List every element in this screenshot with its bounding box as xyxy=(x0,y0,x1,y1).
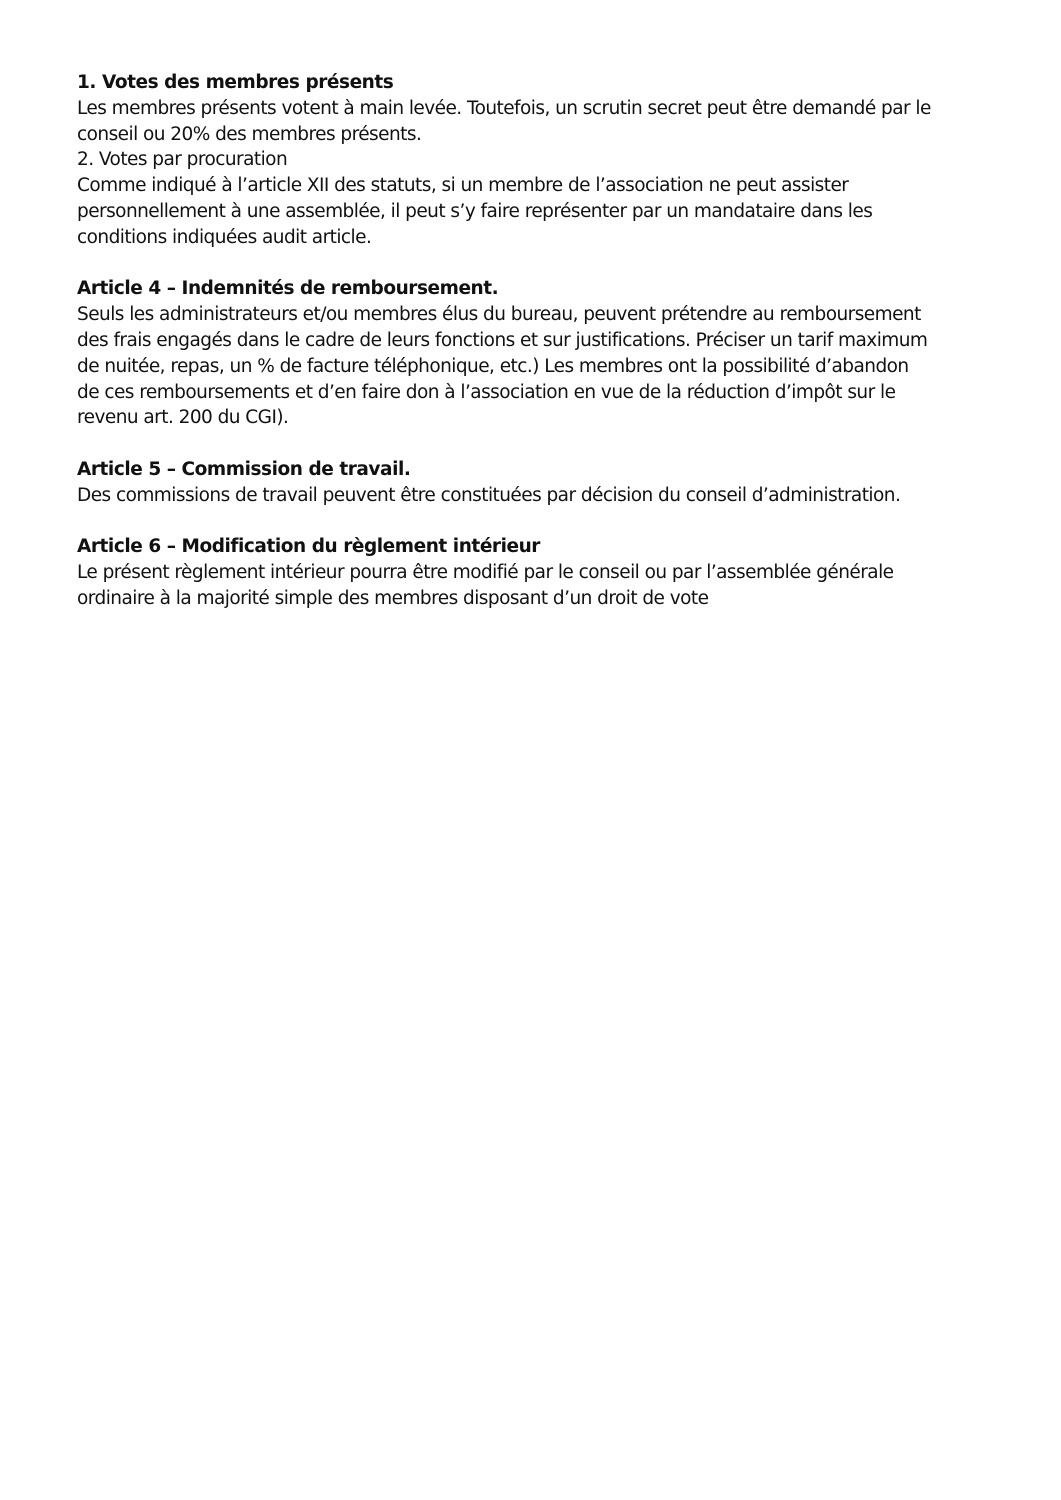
paragraph-line: Le présent règlement intérieur pourra être modifié par le conseil ou par l’assemblée générale xyxy=(77,562,894,584)
paragraph-spacer xyxy=(77,509,1007,535)
paragraph-line: conditions indiquées audit article. xyxy=(77,226,372,248)
paragraph-line: de nuitée, repas, un % de facture téléphonique, etc.) Les membres ont la possibilité d’abandon xyxy=(77,355,909,377)
paragraph-spacer xyxy=(77,251,1007,277)
document-page xyxy=(77,70,1007,612)
paragraph-line: Les membres présents votent à main levée. Toutefois, un scrutin secret peut être demandé par le xyxy=(77,97,931,119)
paragraph-line: Des commissions de travail peuvent être constituées par décision du conseil d’administration. xyxy=(77,484,901,506)
article-5 xyxy=(77,457,1007,509)
paragraph-spacer xyxy=(77,431,1007,457)
section-heading: 1. Votes des membres présents xyxy=(77,72,394,93)
paragraph-line: personnellement à une assemblée, il peut s’y faire représenter par un mandataire dans les xyxy=(77,200,873,222)
sub-heading: 2. Votes par procuration xyxy=(77,149,288,171)
article-heading: Article 6 – Modification du règlement intérieur xyxy=(77,536,540,558)
article-heading: Article 4 – Indemnités de remboursement. xyxy=(77,278,499,300)
article-heading: Article 5 – Commission de travail. xyxy=(77,458,411,480)
article-4 xyxy=(77,276,1007,431)
paragraph-line: revenu art. 200 du CGI). xyxy=(77,407,289,429)
paragraph-line: Seuls les administrateurs et/ou membres élus du bureau, peuvent prétendre au remboursement xyxy=(77,304,921,326)
paragraph-line: conseil ou 20% des membres présents. xyxy=(77,123,422,145)
section-votes xyxy=(77,70,1007,251)
paragraph-line: de ces remboursements et d’en faire don à l’association en vue de la réduction d’impôt sur le xyxy=(77,381,896,403)
paragraph-line: ordinaire à la majorité simple des membres disposant d’un droit de vote xyxy=(77,587,709,609)
article-6 xyxy=(77,534,1007,611)
paragraph-line: Comme indiqué à l’article XII des statuts, si un membre de l’association ne peut assister xyxy=(77,175,849,197)
paragraph-line: des frais engagés dans le cadre de leurs fonctions et sur justifications. Préciser un tarif maximum xyxy=(77,329,928,351)
